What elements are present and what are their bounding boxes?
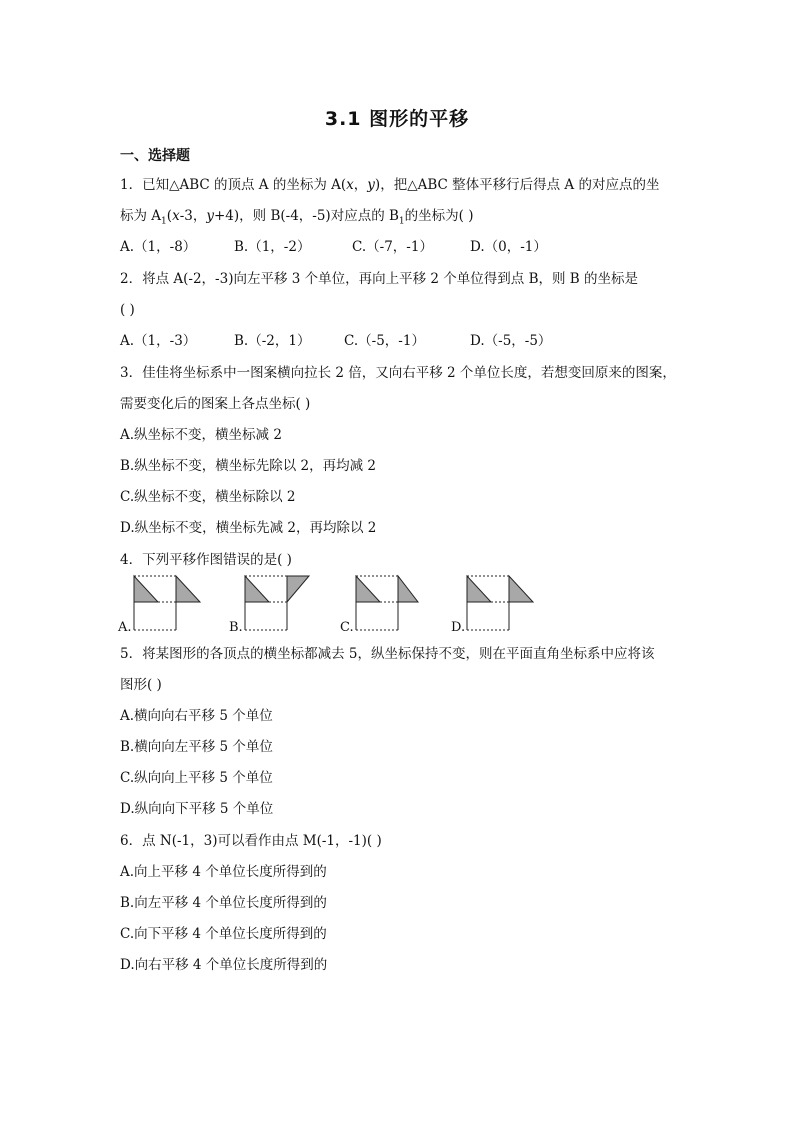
option-b: B.（-2，1） [234,333,311,349]
page-title: 3.1 图形的平移 [324,108,470,130]
option-c: C.（-5，-1） [344,333,425,349]
option-d: D.（-5，-5） [470,333,552,349]
question-3-line-1: 3．佳佳将坐标系中一图案横向拉长 2 倍，又向右平移 2 个单位长度，若想变回原来的图案， [120,365,676,381]
option-b: B.（1，-2） [234,239,311,255]
figure-option-c [340,572,440,640]
option-a: A.（1，-3） [120,333,197,349]
flag-pair-b-diagram [243,574,315,636]
figure-option-d [451,572,551,640]
question-3-line-2: 需要变化后的图案上各点坐标( ) [120,396,311,412]
flag-pair-c-diagram [354,574,426,636]
question-2-line-1: 2．将点 A(-2，-3)向左平移 3 个单位，再向上平移 2 个单位得到点 B，则 B 的坐标是 [120,271,639,287]
figure-label-c: C. [340,620,354,635]
question-3-option-d: D.纵坐标不变，横坐标先减 2，再均除以 2 [120,520,377,536]
figure-label-b: B. [229,620,243,635]
option-a: A.（1，-8） [120,239,197,255]
question-6-option-a: A.向上平移 4 个单位长度所得到的 [120,864,327,880]
section-heading: 一、选择题 [120,148,190,164]
flag-pair-d-diagram [465,574,537,636]
option-c: C.（-7，-1） [352,239,433,255]
question-4-line-1: 4．下列平移作图错误的是( ) [120,552,292,568]
question-1-line-2: 标为 $A_1(x-3$，y+4)，则 B(-4，-5)对应点的 $B_1$的坐标为( ) [120,208,474,227]
question-6-option-b: B.向左平移 4 个单位长度所得到的 [120,895,327,911]
question-5-line-2: 图形( ) [120,677,162,693]
question-5-option-c: C.纵向向上平移 5 个单位 [120,770,273,786]
question-3-option-b: B.纵坐标不变，横坐标先除以 2，再均减 2 [120,458,376,474]
question-3-option-c: C.纵坐标不变，横坐标除以 2 [120,489,296,505]
flag-pair-a-diagram [132,574,204,636]
question-3-option-a: A.纵坐标不变，横坐标减 2 [120,427,282,443]
translation-figures [118,572,558,640]
question-6-option-c: C.向下平移 4 个单位长度所得到的 [120,926,327,942]
question-1-line-1: 1．已知△ABC 的顶点 A 的坐标为 A(x，y)，把△ABC 整体平移行后得点 A 的对应点的坐 [120,177,660,193]
figure-option-b [229,572,329,640]
option-d: D.（0，-1） [470,239,547,255]
figure-option-a [118,572,218,640]
question-2-line-2: ( ) [120,302,135,318]
figure-label-d: D. [451,620,466,635]
question-5-option-a: A.横向向右平移 5 个单位 [120,708,273,724]
question-6-option-d: D.向右平移 4 个单位长度所得到的 [120,957,328,973]
question-6-line-1: 6．点 N(-1，3)可以看作由点 M(-1，-1)( ) [120,833,382,849]
question-5-option-b: B.横向向左平移 5 个单位 [120,739,273,755]
question-5-line-1: 5．将某图形的各顶点的横坐标都减去 5，纵坐标保持不变，则在平面直角坐标系中应将该 [120,646,655,662]
figure-label-a: A. [118,620,132,635]
question-5-option-d: D.纵向向下平移 5 个单位 [120,801,274,817]
